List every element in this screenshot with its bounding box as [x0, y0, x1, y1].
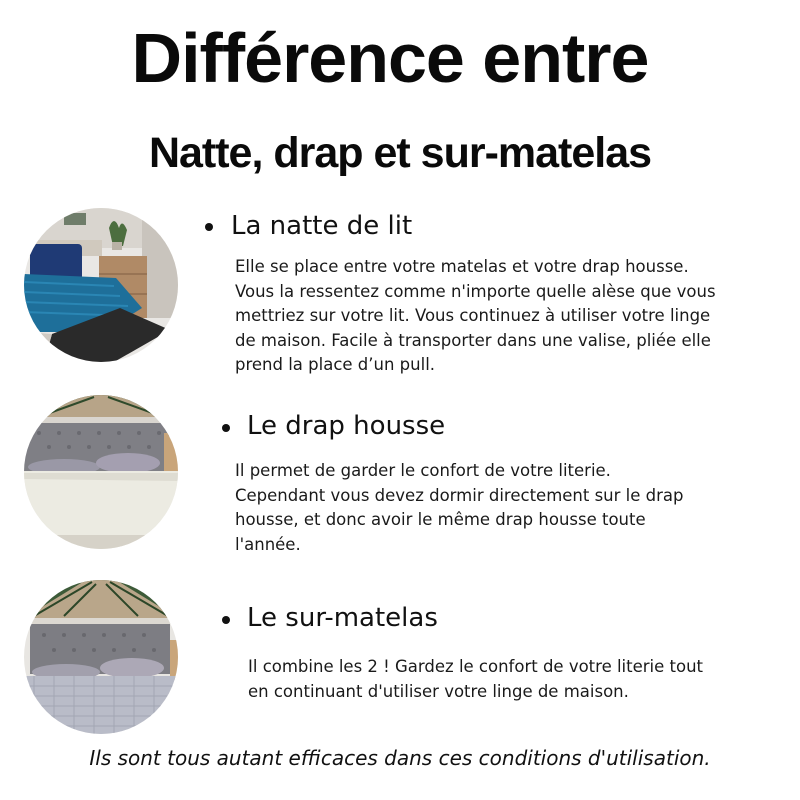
section-heading-sur-matelas: Le sur-matelas: [247, 603, 438, 633]
bed-natte-image: [24, 208, 178, 362]
title-line-2: Natte, drap et sur-matelas: [148, 129, 652, 177]
section-heading-natte: La natte de lit: [231, 211, 413, 241]
bullet-icon: [222, 424, 230, 432]
bed-sur-matelas-image: [24, 580, 178, 734]
bullet-icon: [205, 223, 213, 231]
bullet-icon: [222, 616, 230, 624]
title-line-1: Différence entre: [131, 19, 649, 97]
section-text-sur-matelas: Il combine les 2 ! Gardez le confort de votre literie tout en continuant d'utiliser votre linge de maison.: [248, 657, 704, 701]
bed-drap-housse-image: [24, 395, 178, 549]
section-text-drap-housse: Il permet de garder le confort de votre literie. Cependant vous devez dormir directement sur le drap housse, et donc avoir le même drap housse toute l'année.: [235, 461, 684, 554]
section-text-natte: Elle se place entre votre matelas et votre drap housse. Vous la ressentez comme n'importe quelle alèse que vous mettriez sur votre lit. Vous continuez à utiliser votre linge de maison. Facile à transporter dans une valise, pliée elle prend la place d’un pull.: [235, 257, 716, 374]
section-heading-drap-housse: Le drap housse: [247, 411, 446, 441]
footer-note: Ils sont tous autant efficaces dans ces conditions d'utilisation.: [89, 746, 711, 770]
